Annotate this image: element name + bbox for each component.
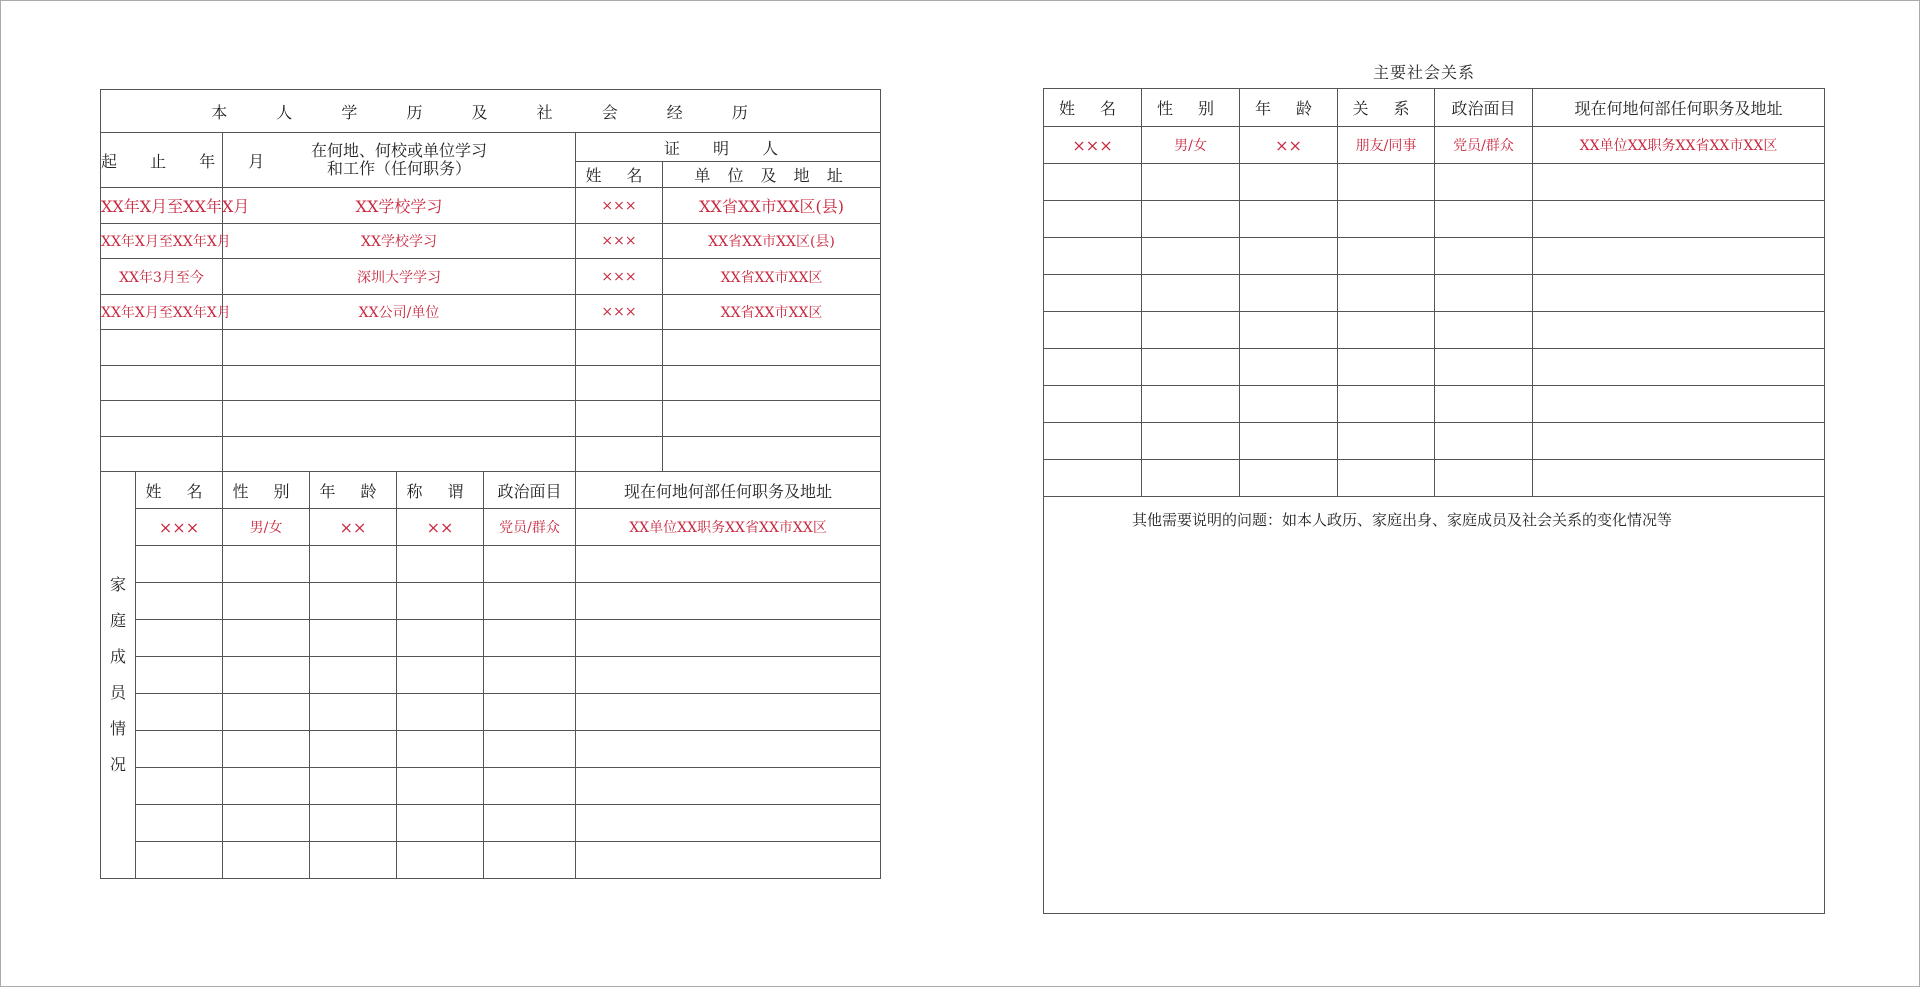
relations-row-empty xyxy=(1044,386,1825,423)
family-row-empty xyxy=(101,583,881,620)
relations-relation: 朋友/同事 xyxy=(1338,127,1435,164)
history-row-empty xyxy=(101,437,881,472)
history-where: XX公司/单位 xyxy=(223,295,576,330)
relations-politics: 党员/群众 xyxy=(1435,127,1533,164)
history-witness-name: ××× xyxy=(576,259,663,295)
family-job: XX单位XX职务XX省XX市XX区 xyxy=(576,509,881,546)
relations-header-relation: 关 系 xyxy=(1338,89,1435,127)
family-label-text: 家庭成员情况 xyxy=(110,575,127,774)
relations-row-empty xyxy=(1044,460,1825,497)
history-witness-unit: XX省XX市XX区 xyxy=(663,295,881,330)
family-row-empty xyxy=(101,546,881,583)
relations-header-name: 姓 名 xyxy=(1044,89,1142,127)
relations-row-empty xyxy=(1044,201,1825,238)
notes-text: 其他需要说明的问题：如本人政历、家庭出身、家庭成员及社会关系的变化情况等 xyxy=(1132,511,1673,529)
history-title: 本 人 学 历 及 社 会 经 历 xyxy=(101,90,881,133)
history-row-empty xyxy=(101,401,881,437)
history-period: XX年X月至XX年X月 xyxy=(101,188,223,224)
family-header-job: 现在何地何部任何职务及地址 xyxy=(576,472,881,509)
family-row-empty xyxy=(101,620,881,657)
relations-row-empty xyxy=(1044,164,1825,201)
relations-age: ×× xyxy=(1240,127,1338,164)
history-where: XX学校学习 xyxy=(223,224,576,259)
relations-gender: 男/女 xyxy=(1142,127,1240,164)
family-row-empty xyxy=(101,768,881,805)
family-title: ×× xyxy=(397,509,484,546)
relations-table xyxy=(1043,88,1825,914)
header-witness-name: 姓 名 xyxy=(576,162,663,188)
history-period: XX年X月至XX年X月 xyxy=(101,295,223,330)
relations-row-empty xyxy=(1044,312,1825,349)
family-name: ××× xyxy=(136,509,223,546)
family-row xyxy=(101,509,881,546)
relations-title: 主要社会关系 xyxy=(1373,63,1476,82)
family-header-gender: 性 别 xyxy=(223,472,310,509)
header-witness-unit: 单 位 及 地 址 xyxy=(663,162,881,188)
header-period: 起 止 年 月 xyxy=(101,133,223,188)
history-row-empty xyxy=(101,330,881,366)
family-row-empty xyxy=(101,805,881,842)
family-gender: 男/女 xyxy=(223,509,310,546)
history-where: XX学校学习 xyxy=(223,188,576,224)
family-row-empty xyxy=(101,657,881,694)
family-age: ×× xyxy=(310,509,397,546)
relations-row-empty xyxy=(1044,423,1825,460)
history-row xyxy=(101,224,881,259)
family-header-politics: 政治面目 xyxy=(484,472,576,509)
relations-row-empty xyxy=(1044,349,1825,386)
history-witness-unit: XX省XX市XX区(县) xyxy=(663,224,881,259)
history-witness-unit: XX省XX市XX区(县) xyxy=(663,188,881,224)
family-header-name: 姓 名 xyxy=(136,472,223,509)
relations-header-age: 年 龄 xyxy=(1240,89,1338,127)
relations-job: XX单位XX职务XX省XX市XX区 xyxy=(1533,127,1825,164)
history-table xyxy=(100,89,881,879)
history-witness-name: ××× xyxy=(576,295,663,330)
family-header-age: 年 龄 xyxy=(310,472,397,509)
history-witness-name: ××× xyxy=(576,188,663,224)
family-row-empty xyxy=(101,694,881,731)
header-where-line2: 和工作（任何职务） xyxy=(326,159,471,178)
history-witness-unit: XX省XX市XX区 xyxy=(663,259,881,295)
family-row-empty xyxy=(101,731,881,768)
relations-row xyxy=(1044,127,1825,164)
relations-header-gender: 性 别 xyxy=(1142,89,1240,127)
history-row-empty xyxy=(101,366,881,401)
family-row-empty xyxy=(101,842,881,879)
relations-row-empty xyxy=(1044,238,1825,275)
history-period: XX年X月至XX年X月 xyxy=(101,224,223,259)
family-header-title: 称 谓 xyxy=(397,472,484,509)
family-section-label xyxy=(101,472,136,879)
history-witness-name: ××× xyxy=(576,224,663,259)
relations-header-job: 现在何地何部任何职务及地址 xyxy=(1533,89,1825,127)
history-period: XX年3月至今 xyxy=(101,259,223,295)
family-politics: 党员/群众 xyxy=(484,509,576,546)
history-row xyxy=(101,295,881,330)
history-row xyxy=(101,188,881,224)
history-row xyxy=(101,259,881,295)
relations-row-empty xyxy=(1044,275,1825,312)
relations-name: ××× xyxy=(1044,127,1142,164)
relations-header-politics: 政治面目 xyxy=(1435,89,1533,127)
header-where-line1: 在何地、何校或单位学习 xyxy=(310,141,487,160)
history-where: 深圳大学学习 xyxy=(223,259,576,295)
notes-box xyxy=(1044,497,1825,914)
header-witness: 证 明 人 xyxy=(576,133,881,162)
